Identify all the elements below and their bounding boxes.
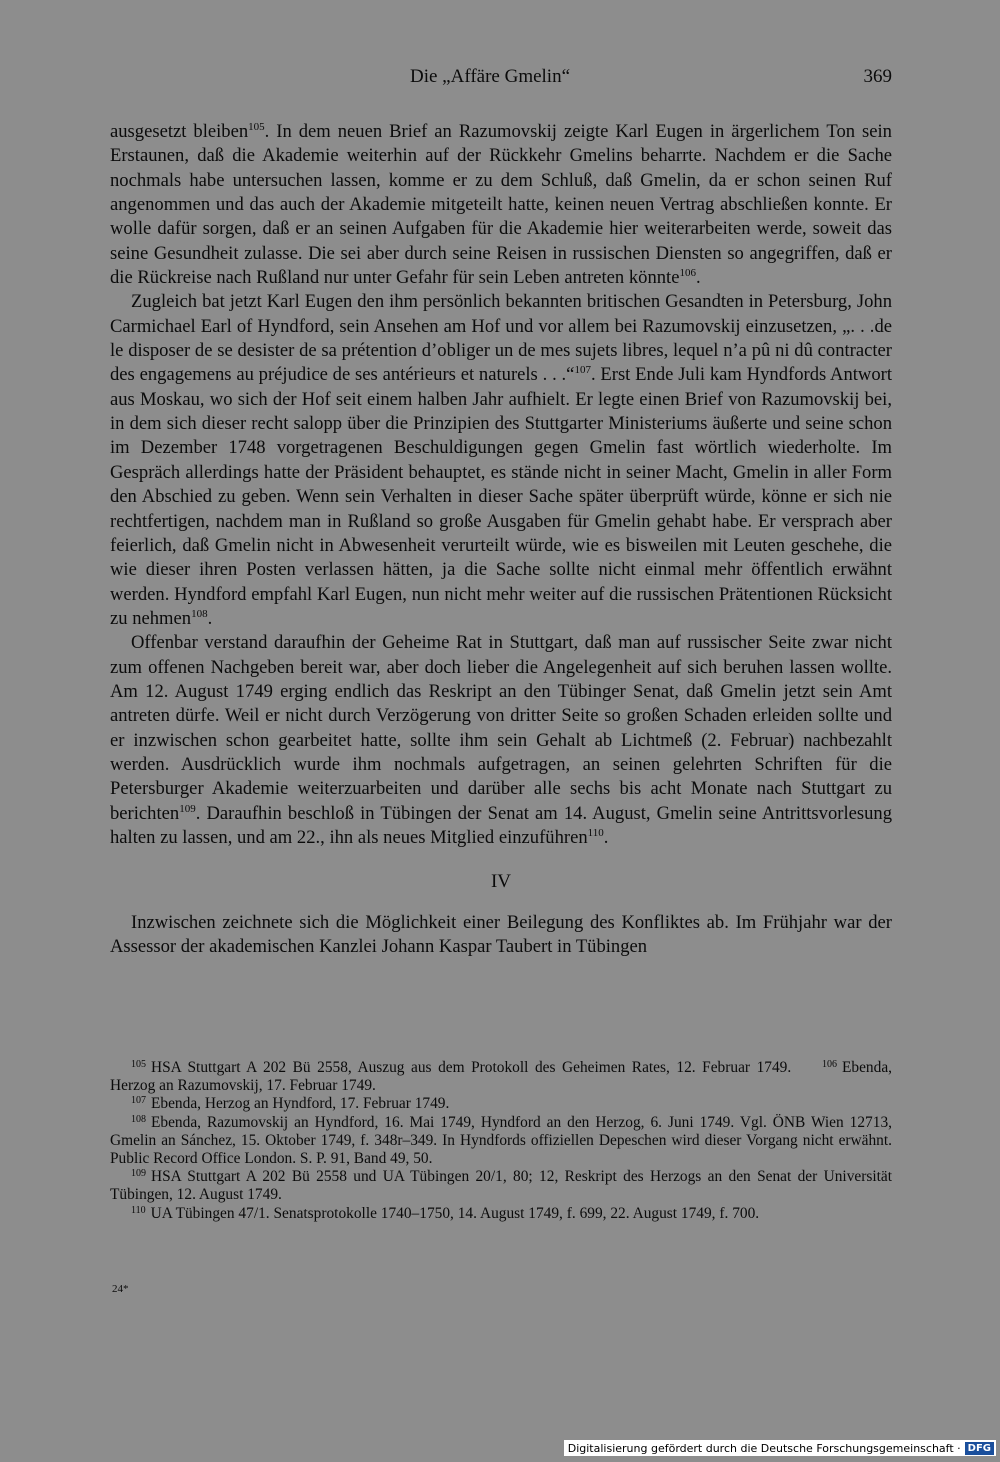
- running-title: Die „Affäre Gmelin“: [410, 66, 571, 87]
- footnote: [110, 1205, 892, 1223]
- body-paragraph: [110, 120, 892, 290]
- footnote-text: Ebenda, Razumovskij an Hyndford, 16. Mai 1749, Hyndford an den Herzog, 6. Juni 1749. Vgl. ÖNB Wien 12713, Gmelin an Sánchez, 15. Oktober 1749, f. 348r–349. In Hyndfords offiziellen Depeschen wird dieser Vorgang nicht erwähnt. Public Record Office London. S. P. 91, Band 49, 50.: [110, 1113, 892, 1168]
- digitization-notice: [564, 1440, 996, 1456]
- text-segment: .: [207, 607, 213, 629]
- footnote-text: HSA Stuttgart A 202 Bü 2558, Auszug aus dem Protokoll des Geheimen Rates, 12. Februar 1749.: [151, 1059, 792, 1076]
- footnote: [110, 1168, 892, 1204]
- footnote-number: 107: [131, 1095, 146, 1107]
- footnote: [110, 1095, 892, 1113]
- footnote-reference: 107: [574, 364, 591, 377]
- body-paragraph: [110, 290, 892, 631]
- footnote-reference: 105: [248, 121, 265, 133]
- text-segment: Offenbar verstand daraufhin der Geheime Rat in Stuttgart, daß man auf russischer Seite zwar nicht zum offenen Nachgeben bereit war, aber doch lieber die Angelegenheit auf sich beruhen lassen wollte. Am 12. August 1749 erging endlich das Reskript an den Tübinger Senat, daß Gmelin jetzt sein Amt antreten dürfe. Weil er nicht durch Verzögerung von dritter Seite so großen Schaden erleiden sollte und er inzwischen schon gearbeitet hatte, sollte ihm sein Gehalt ab Lichtmeß (2. Februar) nachbezahlt werden. Ausdrücklich wurde ihm nochmals aufgetragen, an seinen gelehrten Schriften für die Petersburger Akademie weiterzuarbeiten und darüber alle sechs bis acht Monate nach Stuttgart zu berichten: [110, 632, 892, 824]
- footnote: [110, 1114, 892, 1169]
- footnote-number: 110: [131, 1204, 146, 1216]
- digitization-notice-text: Digitalisierung gefördert durch die Deutsche Forschungsgemeinschaft ·: [567, 1441, 961, 1455]
- main-text: [110, 120, 892, 959]
- footnote-text: Ebenda, Herzog an Razumovskij, 17. Februar 1749.: [110, 1059, 892, 1095]
- page-number: 369: [863, 66, 892, 87]
- footnote-number: 109: [131, 1168, 146, 1180]
- footnote-text: HSA Stuttgart A 202 Bü 2558 und UA Tübingen 20/1, 80; 12, Reskript des Herzogs an den Senat der Universität Tübingen, 12. August 1749.: [110, 1168, 892, 1204]
- running-head: [110, 66, 892, 92]
- text-segment: ausgesetzt bleiben: [110, 121, 249, 142]
- signature-mark: 24*: [112, 1283, 129, 1295]
- footnote-reference: 108: [191, 607, 208, 620]
- footnote-number: 105: [131, 1059, 146, 1070]
- text-segment: Zugleich bat jetzt Karl Eugen den ihm persönlich bekannten britischen Gesandten in Petersburg, John Carmichael Earl of Hyndford, sein Ansehen am Hof und vor allem bei Razumovskij einzusetzen, „. . .de le disposer de se desister de sa prétention d’obliger un de mes sujets libres, lequel n’a pû ni dû contracter des engagemens au préjudice de ses antérieurs et naturels . . .“: [110, 291, 892, 386]
- footnote-number: 106: [822, 1059, 837, 1070]
- footnote-reference: 110: [587, 826, 604, 839]
- paragraph-list: [110, 120, 892, 850]
- text-segment: . In dem neuen Brief an Razumovskij zeigte Karl Eugen in ärgerlichem Ton sein Erstaunen, daß die Akademie weiterhin auf der Rückkehr Gmelins beharrte. Nachdem er die Sache nochmals habe untersuchen lassen, komme er zu dem Schluß, daß Gmelin, da er schon seinen Ruf angenommen und das auch der Akademie mitgeteilt hatte, keinen neuen Vertrag abschließen konnte. Er wolle dafür sorgen, daß er an seinen Aufgaben für die Akademie hier weiterarbeiten werde, soweit das seine Gesundheit zulasse. Die sei aber durch seine Reisen in russischen Diensten so angegriffen, daß er die Rückreise nach Rußland nur unter Gefahr für sein Leben antreten könnte: [110, 121, 892, 289]
- footnote-number: 108: [131, 1113, 146, 1125]
- text-segment: .: [603, 826, 609, 848]
- footnote-text: Ebenda, Herzog an Hyndford, 17. Februar 1749.: [151, 1095, 450, 1113]
- text-segment: .: [695, 267, 701, 289]
- footnote-text: UA Tübingen 47/1. Senatsprotokolle 1740–1750, 14. August 1749, f. 699, 22. August 1749, f. 700.: [150, 1204, 760, 1222]
- footnote-reference: 109: [179, 802, 196, 815]
- section-heading: IV: [490, 871, 512, 893]
- section-paragraph: Inzwischen zeichnete sich die Möglichkeit einer Beilegung des Konfliktes ab. Im Frühjahr war der Assessor der akademischen Kanzlei Johann Kaspar Taubert in Tübingen: [110, 911, 892, 957]
- footnotes: [110, 1059, 892, 1223]
- footnote-reference: 106: [679, 267, 696, 280]
- text-segment: . Daraufhin beschloß in Tübingen der Senat am 14. August, Gmelin seine Antrittsvorlesung halten zu lassen, und am 22., ihn als neues Mitglied einzuführen: [110, 802, 892, 848]
- dfg-logo: DFG: [965, 1442, 994, 1455]
- footnote: [110, 1059, 892, 1095]
- body-paragraph: [110, 631, 892, 850]
- text-segment: . Erst Ende Juli kam Hyndfords Antwort aus Moskau, wo sich der Hof seit einem halben Jahr aufhielt. Er legte einen Brief von Razumovskij bei, in dem sich dieser recht salopp über die Prinzipien des Stuttgarter Ministeriums äußerte und seine schon im Dezember 1748 vorgetragenen Beschuldigungen gegen Gmelin fast wörtlich wiederholte. Im Gespräch allerdings hatte der Präsident behauptet, es stände nicht in seiner Macht, Gmelin in aller Form den Abschied zu geben. Wenn sein Verhalten in dieser Sache später überprüft würde, könne er sich nie rechtfertigen, nachdem man in Rußland so große Ausgaben für Gmelin gehabt habe. Er versprach aber feierlich, daß Gmelin nicht in Abwesenheit verurteilt würde, wie es bisweilen mit Leuten geschehe, die wie dieser ihren Posten verlassen hätten, ja die Sache sollte nicht einmal mehr öffentlich erwähnt werden. Hyndford empfahl Karl Eugen, nun nicht mehr weiter auf die russischen Prätentionen Rücksicht zu nehmen: [110, 364, 892, 629]
